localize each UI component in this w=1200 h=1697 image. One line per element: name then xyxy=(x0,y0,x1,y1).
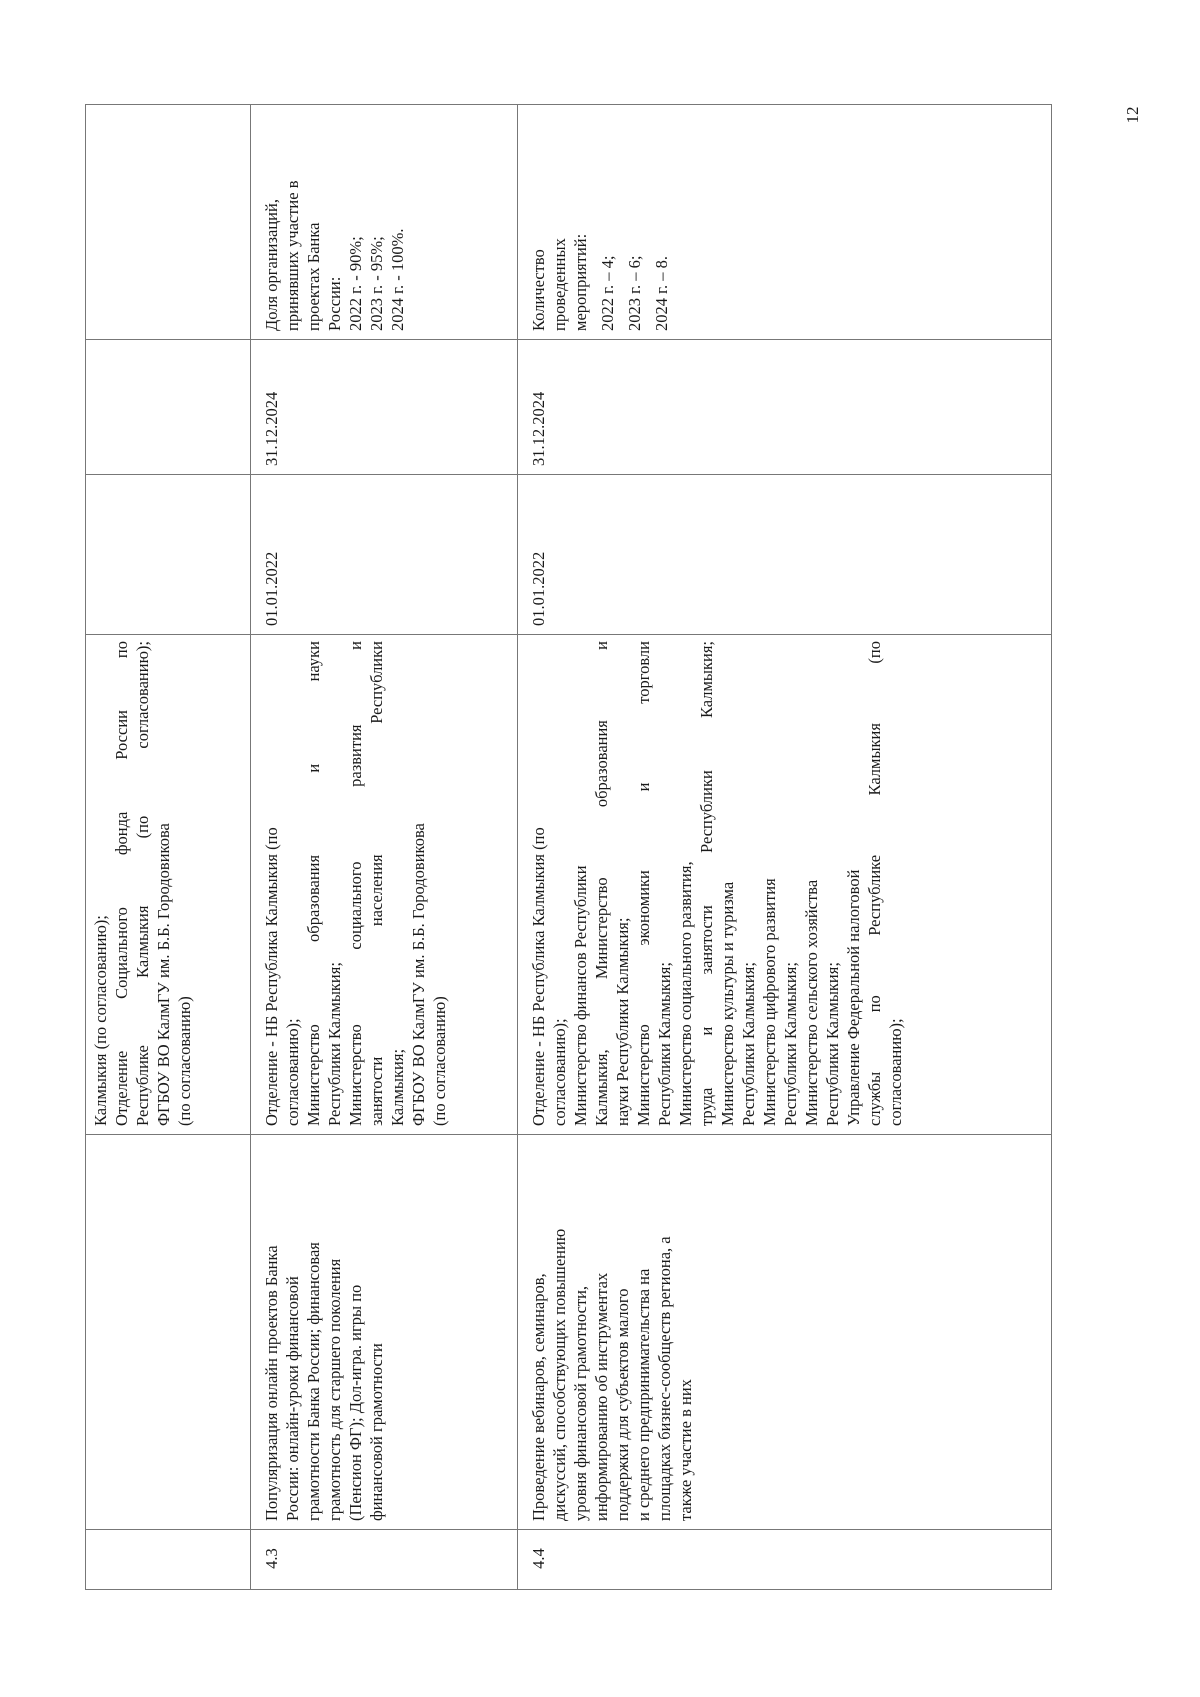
page-number: 12 xyxy=(1123,106,1142,124)
indicator-line: Количество xyxy=(529,249,548,331)
indicator-line: 2023 г. – 6; xyxy=(625,255,644,331)
executor-line: Республики Калмыкия; xyxy=(325,962,344,1126)
end-date-cell: 31.12.2024 xyxy=(251,340,518,475)
start-date-cell xyxy=(86,475,251,635)
executor-line: согласованию); xyxy=(550,1018,569,1126)
executor-line: Республики Калмыкия; xyxy=(655,962,674,1126)
executor-line: согласованию); xyxy=(283,1018,302,1126)
row-number-cell: 4.3 xyxy=(251,1530,518,1590)
activity-line: (Пенсион ФГ); Дол-игра. игры по xyxy=(346,1284,365,1521)
indicator-line: 2022 г. - 90%; xyxy=(346,236,365,331)
indicator-line: проектах Банка xyxy=(304,222,323,331)
indicator-line: Доля организаций, xyxy=(262,199,281,331)
activities-table xyxy=(85,104,1052,1590)
indicator-line: 2023 г. - 95%; xyxy=(367,236,386,331)
executor-line: Калмыкия (по согласованию); xyxy=(91,915,110,1126)
activity-line: грамотности Банка России; финансовая xyxy=(304,1242,323,1521)
activity-line: России: онлайн-уроки финансовой xyxy=(283,1276,302,1521)
activity-line: информированию об инструментах xyxy=(592,1272,611,1521)
activity-line: дискуссий, способствующих повышению xyxy=(550,1228,569,1521)
table-row xyxy=(251,105,518,1590)
activity-cell xyxy=(518,1135,1052,1530)
executor-line: Отделение - НБ Республика Калмыкия (по xyxy=(262,827,281,1126)
table-row xyxy=(518,105,1052,1590)
row-number-cell: 4.4 xyxy=(518,1530,1052,1590)
activity-line: также участие в них xyxy=(676,1379,695,1521)
executor-line: Управление Федеральной налоговой xyxy=(844,869,863,1126)
activity-line: грамотность для старшего поколения xyxy=(325,1258,344,1521)
activity-line: финансовой грамотности xyxy=(367,1343,386,1521)
executor-line: (по согласованию) xyxy=(430,996,449,1126)
executor-line: науки Республики Калмыкия; xyxy=(613,917,632,1126)
indicator-line: России: xyxy=(325,276,344,331)
executor-line: Республике Калмыкия (по согласованию); xyxy=(133,641,152,1126)
indicator-line: мероприятий: xyxy=(571,233,590,331)
activity-line: Проведение вебинаров, семинаров, xyxy=(529,1273,548,1521)
activity-line: поддержки для субъектов малого xyxy=(613,1288,632,1521)
executors-cell xyxy=(251,635,518,1135)
executor-line: Калмыкия; xyxy=(388,1048,407,1126)
row-number-cell xyxy=(86,1530,251,1590)
indicator-cell xyxy=(518,105,1052,340)
indicator-cell xyxy=(251,105,518,340)
executor-line: Министерство социального развития и xyxy=(346,641,365,1126)
executors-cell xyxy=(518,635,1052,1135)
executor-line: Министерство образования и науки xyxy=(304,641,323,1126)
indicator-line: принявших участие в xyxy=(283,180,302,331)
rotated-table-wrapper xyxy=(85,105,1000,1590)
end-date-cell: 31.12.2024 xyxy=(518,340,1052,475)
executor-line: Отделение - НБ Республика Калмыкия (по xyxy=(529,827,548,1126)
executor-line: ФГБОУ ВО КалмГУ им. Б.Б. Городовикова xyxy=(154,823,173,1126)
indicator-line: 2024 г. - 100%. xyxy=(388,228,407,331)
executor-line: службы по Республике Калмыкия (по xyxy=(865,641,884,1126)
activity-line: и среднего предпринимательства на xyxy=(634,1268,653,1521)
start-date-cell: 01.01.2022 xyxy=(251,475,518,635)
executor-line: труда и занятости Республики Калмыкия; xyxy=(697,641,716,1126)
indicator-line: проведенных xyxy=(550,238,569,331)
executor-line: ФГБОУ ВО КалмГУ им. Б.Б. Городовикова xyxy=(409,823,428,1126)
activity-line: площадках бизнес-сообществ региона, а xyxy=(655,1236,674,1521)
end-date-cell xyxy=(86,340,251,475)
executor-line: Министерство цифрового развития xyxy=(760,878,779,1126)
executor-line: Республики Калмыкия; xyxy=(823,962,842,1126)
activity-line: Популяризация онлайн проектов Банка xyxy=(262,1245,281,1521)
activity-cell xyxy=(251,1135,518,1530)
executor-line: Отделение Социального фонда России по xyxy=(112,641,131,1126)
start-date-cell: 01.01.2022 xyxy=(518,475,1052,635)
executors-cell xyxy=(86,635,251,1135)
indicator-cell xyxy=(86,105,251,340)
executor-line: Республики Калмыкия; xyxy=(781,962,800,1126)
activity-cell xyxy=(86,1135,251,1530)
executor-line: Министерство культуры и туризма xyxy=(718,881,737,1126)
indicator-line: 2024 г. – 8. xyxy=(652,255,671,331)
executor-line: согласованию); xyxy=(886,1018,905,1126)
table-row xyxy=(86,105,251,1590)
executor-line: занятости населения Республики xyxy=(367,641,386,1126)
executor-line: Министерство сельского хозяйства xyxy=(802,879,821,1126)
executor-line: Республики Калмыкия; xyxy=(739,962,758,1126)
executor-line: Калмыкия, Министерство образования и xyxy=(592,641,611,1126)
executor-line: Министерство финансов Республики xyxy=(571,865,590,1126)
executor-line: Министерство экономики и торговли xyxy=(634,641,653,1126)
activity-line: уровня финансовой грамотности, xyxy=(571,1285,590,1521)
indicator-line: 2022 г. – 4; xyxy=(598,255,617,331)
executor-line: Министерство социального развития, xyxy=(676,861,695,1126)
executor-line: (по согласованию) xyxy=(175,996,194,1126)
